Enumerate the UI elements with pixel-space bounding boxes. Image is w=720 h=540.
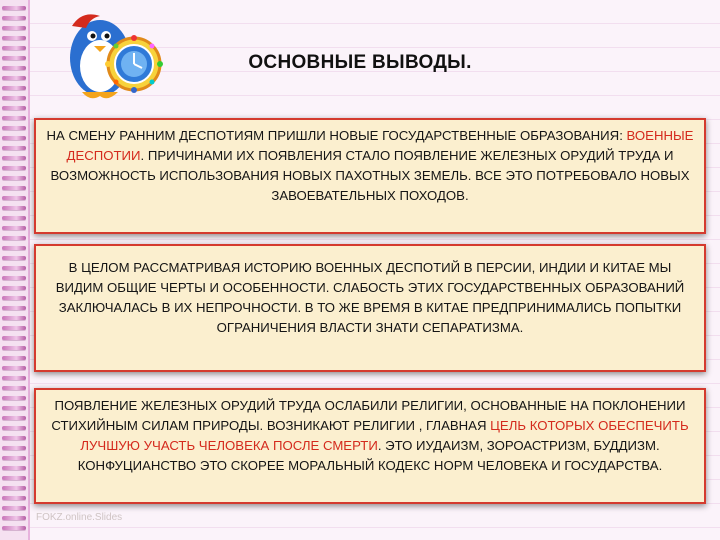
panel-text bbox=[46, 396, 694, 476]
spiral-ring bbox=[2, 496, 26, 500]
spiral-ring bbox=[2, 226, 26, 230]
spiral-ring bbox=[2, 396, 26, 400]
spiral-ring bbox=[2, 316, 26, 320]
spiral-ring bbox=[2, 146, 26, 150]
panel-text bbox=[46, 126, 694, 206]
panel-text-part: НА СМЕНУ РАННИМ ДЕСПОТИЯМ ПРИШЛИ НОВЫЕ ГОСУДАРСТВЕННЫЕ ОБРАЗОВАНИЯ: bbox=[46, 128, 627, 143]
spiral-ring bbox=[2, 516, 26, 520]
spiral-ring bbox=[2, 306, 26, 310]
spiral-ring bbox=[2, 346, 26, 350]
spiral-ring bbox=[2, 446, 26, 450]
spiral-ring bbox=[2, 186, 26, 190]
spiral-ring bbox=[2, 416, 26, 420]
panel-text-part: . ЭТО ИУДАИЗМ, ЗОРОАСТРИЗМ, БУДДИЗМ. КОНФУЦИАНСТВО ЭТО СКОРЕЕ МОРАЛЬНЫЙ КОДЕКС НОРМ ЧЕЛОВЕКА И ГОСУДАРСТВА. bbox=[77, 438, 663, 473]
spiral-ring bbox=[2, 26, 26, 30]
spiral-ring bbox=[2, 216, 26, 220]
highlighted-term: ЦЕЛЬ КОТОРЫХ ОБЕСПЕЧИТЬ ЛУЧШУЮ УЧАСТЬ ЧЕЛОВЕКА ПОСЛЕ СМЕРТИ bbox=[80, 418, 689, 453]
spiral-ring bbox=[2, 406, 26, 410]
spiral-binding bbox=[0, 0, 30, 540]
spiral-ring bbox=[2, 386, 26, 390]
spiral-ring bbox=[2, 276, 26, 280]
spiral-ring bbox=[2, 56, 26, 60]
spiral-ring bbox=[2, 456, 26, 460]
spiral-ring bbox=[2, 476, 26, 480]
spiral-ring bbox=[2, 376, 26, 380]
spiral-ring bbox=[2, 86, 26, 90]
spiral-ring bbox=[2, 486, 26, 490]
spiral-ring bbox=[2, 126, 26, 130]
spiral-ring bbox=[2, 286, 26, 290]
spiral-ring bbox=[2, 436, 26, 440]
panel-text-part: ПОЯВЛЕНИЕ ЖЕЛЕЗНЫХ ОРУДИЙ ТРУДА ОСЛАБИЛИ РЕЛИГИИ, ОСНОВАННЫЕ НА ПОКЛОНЕНИИ СТИХИЙНЫМ СИЛАМ ПРИРОДЫ. ВОЗНИКАЮТ РЕЛИГИИ , ГЛАВНАЯ bbox=[51, 398, 686, 433]
penguin-clock-icon bbox=[42, 6, 182, 106]
spiral-ring bbox=[2, 526, 26, 530]
spiral-ring bbox=[2, 6, 26, 10]
spiral-ring bbox=[2, 266, 26, 270]
spiral-ring bbox=[2, 36, 26, 40]
summary-panel-1 bbox=[34, 118, 706, 234]
spiral-ring bbox=[2, 296, 26, 300]
spiral-ring bbox=[2, 256, 26, 260]
highlighted-term: ВОЕННЫЕ ДЕСПОТИИ bbox=[66, 128, 694, 163]
panel-text-part: . ПРИЧИНАМИ ИХ ПОЯВЛЕНИЯ СТАЛО ПОЯВЛЕНИЕ ЖЕЛЕЗНЫХ ОРУДИЙ ТРУДА И ВОЗМОЖНОСТЬ ИСПОЛЬЗОВАНИЯ НОВЫХ ПАХОТНЫХ ЗЕМЕЛЬ. ВСЕ ЭТО ПОТРЕБОВАЛО НОВЫХ ЗАВОЕВАТЕЛЬНЫХ ПОХОДОВ. bbox=[50, 148, 690, 203]
spiral-ring bbox=[2, 336, 26, 340]
spiral-ring bbox=[2, 66, 26, 70]
spiral-ring bbox=[2, 136, 26, 140]
spiral-ring bbox=[2, 236, 26, 240]
spiral-ring bbox=[2, 106, 26, 110]
spiral-ring bbox=[2, 206, 26, 210]
spiral-ring bbox=[2, 466, 26, 470]
spiral-ring bbox=[2, 326, 26, 330]
spiral-ring bbox=[2, 96, 26, 100]
spiral-ring bbox=[2, 156, 26, 160]
spiral-ring bbox=[2, 166, 26, 170]
spiral-ring bbox=[2, 176, 26, 180]
slide-title: ОСНОВНЫЕ ВЫВОДЫ. bbox=[248, 52, 472, 73]
summary-panel-2 bbox=[34, 244, 706, 372]
spiral-ring bbox=[2, 196, 26, 200]
spiral-ring bbox=[2, 366, 26, 370]
spiral-ring bbox=[2, 506, 26, 510]
spiral-ring bbox=[2, 46, 26, 50]
summary-panel-3 bbox=[34, 388, 706, 504]
spiral-ring bbox=[2, 76, 26, 80]
spiral-ring bbox=[2, 246, 26, 250]
spiral-ring bbox=[2, 426, 26, 430]
spiral-ring bbox=[2, 116, 26, 120]
watermark: FOKZ.online.Slides bbox=[36, 512, 123, 523]
panel-text: В ЦЕЛОМ РАССМАТРИВАЯ ИСТОРИЮ ВОЕННЫХ ДЕСПОТИЙ В ПЕРСИИ, ИНДИИ И КИТАЕ МЫ ВИДИМ ОБЩИЕ ЧЕРТЫ И ОСОБЕННОСТИ. СЛАБОСТЬ ЭТИХ ГОСУДАРСТВЕННЫХ ОБРАЗОВАНИЙ ЗАКЛЮЧАЛАСЬ В ИХ НЕПРОЧНОСТИ. В ТО ЖЕ ВРЕМЯ В КИТАЕ ПРЕДПРИНИМАЛИСЬ ПОПЫТКИ ОГРАНИЧЕНИЯ ВЛАСТИ ЗНАТИ СЕПАРАТИЗМА. bbox=[55, 260, 685, 335]
spiral-ring bbox=[2, 16, 26, 20]
spiral-ring bbox=[2, 356, 26, 360]
